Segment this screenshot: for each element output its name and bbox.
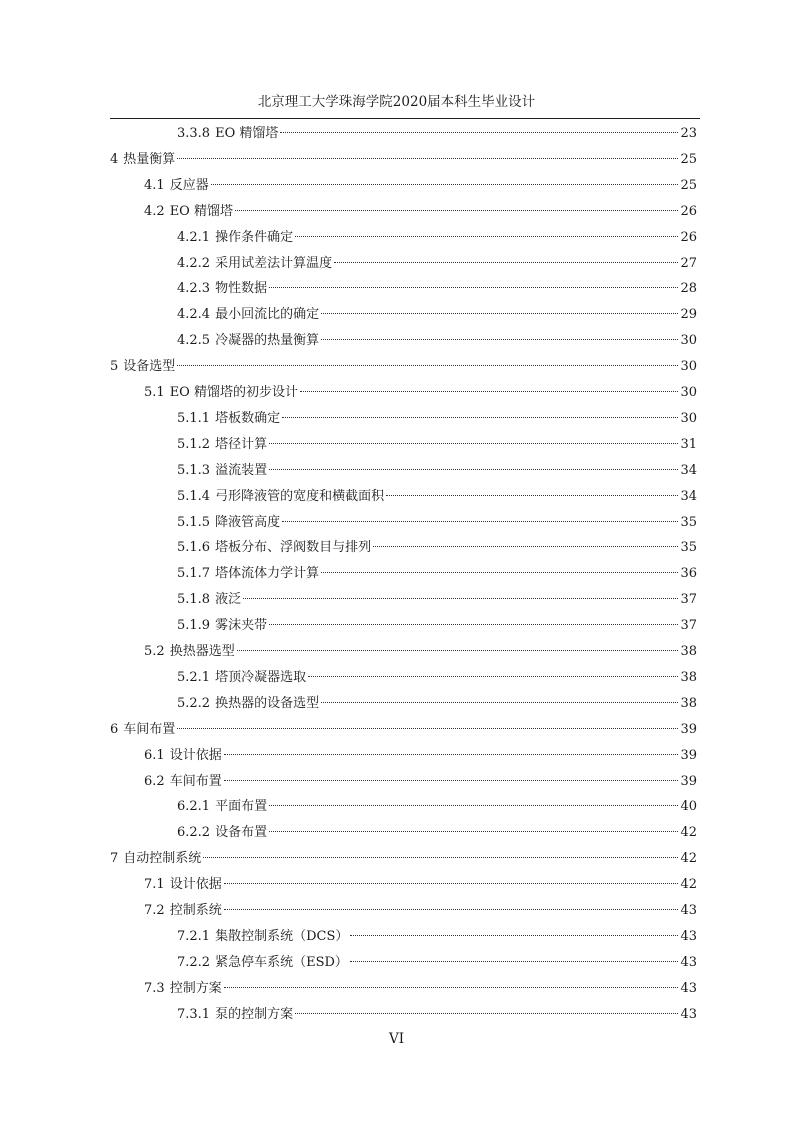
- toc-dot-leader: [282, 416, 678, 418]
- toc-dot-leader: [177, 364, 678, 366]
- toc-entry-page: 43: [680, 903, 697, 918]
- toc-entry[interactable]: [110, 354, 697, 380]
- toc-entry-number: 4.1: [144, 177, 165, 193]
- toc-entry-number: 7.3: [144, 980, 165, 996]
- toc-entry[interactable]: [177, 484, 697, 510]
- toc-entry-page: 43: [680, 980, 697, 996]
- toc-entry-label: [144, 769, 222, 795]
- toc-entry[interactable]: [144, 898, 697, 924]
- toc-entry-title: 设备布置: [215, 825, 268, 841]
- toc-entry[interactable]: [177, 535, 697, 561]
- toc-entry-title: 换热器选型: [169, 644, 235, 659]
- toc-entry-page: 43: [680, 1006, 697, 1022]
- toc-entry-title: 平面布置: [215, 799, 268, 815]
- toc-entry-page: 25: [680, 177, 697, 193]
- toc-entry[interactable]: [177, 794, 697, 820]
- toc-dot-leader: [224, 753, 679, 755]
- toc-entry-number: 7: [110, 851, 119, 867]
- toc-entry[interactable]: [144, 380, 697, 406]
- toc-entry-page: 31: [680, 436, 697, 452]
- toc-dot-leader: [386, 494, 678, 496]
- toc-entry-number: 5.1.3: [177, 462, 211, 478]
- toc-dot-leader: [203, 856, 678, 858]
- toc-entry-label: [177, 561, 319, 587]
- toc-entry-page: 38: [680, 695, 697, 711]
- toc-entry-label: [177, 950, 348, 976]
- toc-entry-title: 紧急停车系统（ESD）: [215, 954, 348, 970]
- toc-entry-title: 车间布置: [123, 721, 176, 737]
- toc-entry-title: EO 精馏塔: [169, 203, 233, 219]
- toc-dot-leader: [237, 649, 679, 651]
- toc-entry-page: 40: [680, 799, 697, 815]
- toc-entry-title: 控制方案: [169, 980, 222, 996]
- toc-entry-label: [144, 639, 235, 665]
- toc-entry[interactable]: [177, 276, 697, 302]
- toc-entry-label: [177, 587, 241, 613]
- toc-entry-number: 5.1.9: [177, 618, 211, 634]
- toc-entry-number: 5.1.5: [177, 514, 211, 530]
- toc-entry-title: 溢流装置: [215, 462, 268, 478]
- toc-entry-label: [177, 820, 267, 846]
- toc-entry-label: [110, 846, 201, 872]
- toc-entry[interactable]: [110, 846, 697, 872]
- toc-dot-leader: [211, 183, 679, 185]
- toc-entry-label: [144, 199, 233, 225]
- toc-dot-leader: [350, 934, 678, 936]
- toc-entry-number: 5.2: [144, 644, 165, 659]
- toc-dot-leader: [295, 235, 678, 237]
- toc-entry[interactable]: [177, 665, 697, 691]
- toc-entry-number: 4: [110, 151, 119, 167]
- toc-dot-leader: [243, 597, 678, 599]
- toc-entry[interactable]: [177, 950, 697, 976]
- toc-entry[interactable]: [177, 587, 697, 613]
- toc-dot-leader: [269, 830, 678, 832]
- toc-dot-leader: [373, 545, 678, 547]
- toc-dot-leader: [269, 286, 678, 288]
- toc-entry-page: 42: [680, 851, 697, 867]
- toc-entry-title: 塔板分布、浮阀数目与排列: [215, 540, 372, 556]
- toc-entry-title: 最小回流比的确定: [215, 307, 320, 323]
- toc-entry-number: 5: [110, 359, 119, 375]
- toc-entry-label: [144, 743, 222, 769]
- toc-entry-title: 塔顶冷凝器选取: [215, 669, 307, 685]
- toc-entry-label: [177, 924, 348, 950]
- toc-entry-label: [177, 1002, 293, 1028]
- toc-dot-leader: [321, 312, 678, 314]
- toc-entry[interactable]: [177, 613, 697, 639]
- toc-entry-number: 5.1.6: [177, 540, 211, 556]
- toc-dot-leader: [308, 675, 678, 677]
- toc-entry[interactable]: [177, 302, 697, 328]
- toc-entry-label: [144, 173, 209, 199]
- toc-entry-title: 塔板数确定: [215, 410, 281, 426]
- toc-entry-title: 采用试差法计算温度: [215, 255, 333, 271]
- toc-dot-leader: [334, 261, 678, 263]
- toc-entry-label: [177, 613, 267, 639]
- toc-entry-page: 36: [680, 566, 697, 582]
- toc-entry-title: 自动控制系统: [123, 851, 202, 867]
- toc-entry-label: [177, 665, 306, 691]
- toc-entry-title: EO 精馏塔: [215, 126, 279, 141]
- toc-entry[interactable]: [144, 199, 697, 225]
- toc-entry[interactable]: [144, 639, 697, 665]
- toc-entry-page: 39: [680, 747, 697, 763]
- toc-entry-page: 23: [680, 126, 697, 141]
- toc-entry-title: 热量衡算: [123, 151, 176, 167]
- header-rule: [110, 118, 700, 119]
- toc-entry[interactable]: [177, 561, 697, 587]
- toc-entry-page: 27: [680, 255, 697, 271]
- toc-entry-label: [177, 535, 371, 561]
- toc-entry-number: 6.2.1: [177, 799, 211, 815]
- toc-entry-title: 塔径计算: [215, 436, 268, 452]
- toc-entry-number: 6.2: [144, 773, 165, 789]
- toc-entry-page: 42: [680, 877, 697, 893]
- toc-entry[interactable]: [177, 251, 697, 277]
- toc-entry-number: 6: [110, 721, 119, 737]
- toc-entry-page: 34: [680, 462, 697, 478]
- toc-entry-label: [110, 717, 175, 743]
- toc-entry-title: 弓形降液管的宽度和横截面积: [215, 488, 385, 504]
- toc-entry-label: [144, 380, 298, 406]
- toc-dot-leader: [235, 209, 678, 211]
- toc-entry[interactable]: [144, 173, 697, 199]
- toc-entry-title: 设计依据: [169, 877, 222, 893]
- toc-entry-page: 39: [680, 773, 697, 789]
- toc-entry-number: 7.3.1: [177, 1006, 211, 1022]
- toc-entry-label: [177, 225, 293, 251]
- toc-entry-label: [177, 794, 267, 820]
- toc-entry-page: 26: [680, 203, 697, 219]
- toc-entry-number: 7.2.1: [177, 928, 211, 944]
- toc-dot-leader: [321, 571, 678, 573]
- toc-entry-number: 6.2.2: [177, 825, 211, 841]
- toc-entry-label: [177, 276, 267, 302]
- toc-dot-leader: [282, 520, 678, 522]
- toc-entry-number: 7.2.2: [177, 954, 211, 970]
- toc-entry-page: 30: [680, 410, 697, 426]
- toc-entry-number: 4.2.5: [177, 333, 211, 349]
- toc-entry-title: 车间布置: [169, 773, 222, 789]
- toc-entry[interactable]: [177, 924, 697, 950]
- toc-entry[interactable]: [177, 328, 697, 354]
- toc-entry-page: 30: [680, 359, 697, 375]
- toc-entry[interactable]: [177, 121, 697, 147]
- toc-entry-label: [177, 406, 280, 432]
- toc-dot-leader: [224, 908, 679, 910]
- toc-entry-page: 25: [680, 151, 697, 167]
- toc-dot-leader: [224, 779, 679, 781]
- toc-entry[interactable]: [144, 769, 697, 795]
- toc-entry-title: 设计依据: [169, 747, 222, 763]
- toc-entry-number: 5.1.8: [177, 592, 211, 608]
- toc-entry-number: 4.2.3: [177, 281, 211, 297]
- toc-entry[interactable]: [177, 432, 697, 458]
- toc-dot-leader: [177, 157, 678, 159]
- toc-entry-label: [177, 302, 319, 328]
- toc-dot-leader: [177, 727, 678, 729]
- toc-entry-page: 30: [680, 333, 697, 349]
- toc-entry-page: 39: [680, 721, 697, 737]
- toc-entry-title: 雾沫夹带: [215, 618, 268, 634]
- toc-entry-title: 塔体流体力学计算: [215, 566, 320, 582]
- toc-entry-title: 反应器: [169, 177, 209, 193]
- page-header: 北京理工大学珠海学院2020届本科生毕业设计: [257, 94, 536, 110]
- toc-dot-leader: [321, 701, 678, 703]
- toc-entry-number: 5.2.1: [177, 669, 211, 685]
- page-number: VI: [388, 1031, 405, 1047]
- toc-entry[interactable]: [177, 406, 697, 432]
- toc-entry-title: 冷凝器的热量衡算: [215, 333, 320, 349]
- toc-dot-leader: [224, 986, 679, 988]
- toc-entry[interactable]: [144, 872, 697, 898]
- toc-entry-label: [177, 251, 332, 277]
- toc-entry-page: 37: [680, 592, 697, 608]
- toc-entry-number: 4.2.4: [177, 307, 211, 323]
- toc-entry-title: 设备选型: [123, 359, 176, 375]
- toc-entry[interactable]: [177, 510, 697, 536]
- toc-entry-page: 35: [680, 540, 697, 556]
- toc-entry-number: 5.1.1: [177, 410, 211, 426]
- toc-entry-label: [144, 898, 222, 924]
- toc-entry-title: 泵的控制方案: [215, 1006, 294, 1022]
- toc-dot-leader: [280, 131, 678, 133]
- toc-dot-leader: [269, 442, 678, 444]
- toc-entry-page: 28: [680, 281, 697, 297]
- toc-dot-leader: [224, 882, 679, 884]
- toc-entry-number: 4.2: [144, 203, 165, 219]
- toc-entry-page: 42: [680, 825, 697, 841]
- toc-entry-label: [177, 432, 267, 458]
- toc-entry-title: 操作条件确定: [215, 229, 294, 245]
- toc-entry-number: 5.1: [144, 385, 165, 400]
- toc-entry[interactable]: [144, 743, 697, 769]
- toc-entry-title: 液泛: [215, 592, 242, 608]
- toc-entry-title: EO 精馏塔的初步设计: [169, 385, 298, 400]
- toc-entry-label: [144, 976, 222, 1002]
- toc-dot-leader: [300, 390, 678, 392]
- toc-entry-label: [177, 328, 319, 354]
- toc-entry[interactable]: [177, 1002, 697, 1028]
- toc-entry-label: [110, 147, 175, 173]
- toc-entry-number: 7.2: [144, 903, 165, 918]
- toc-entry-title: 物性数据: [215, 281, 268, 297]
- toc-entry[interactable]: [144, 976, 697, 1002]
- toc-entry-page: 43: [680, 928, 697, 944]
- toc-entry-label: [177, 691, 319, 717]
- toc-entry-page: 38: [680, 669, 697, 685]
- toc-entry-title: 集散控制系统（DCS）: [215, 928, 349, 944]
- toc-dot-leader: [269, 468, 678, 470]
- toc-entry-page: 35: [680, 514, 697, 530]
- toc-entry-label: [177, 484, 384, 510]
- toc-entry-number: 6.1: [144, 747, 165, 763]
- toc-dot-leader: [269, 804, 678, 806]
- toc-entry-title: 降液管高度: [215, 514, 281, 530]
- toc-entry-title: 控制系统: [169, 903, 222, 918]
- toc-entry-page: 30: [680, 385, 697, 400]
- toc-entry-label: [177, 458, 267, 484]
- toc-dot-leader: [350, 960, 679, 962]
- toc-entry-number: 3.3.8: [177, 126, 211, 141]
- toc-entry[interactable]: [177, 820, 697, 846]
- toc-entry-label: [177, 510, 280, 536]
- toc-entry-number: 5.1.2: [177, 436, 211, 452]
- toc-entry-page: 43: [680, 954, 697, 970]
- toc-entry-number: 7.1: [144, 877, 165, 893]
- toc-entry-number: 4.2.1: [177, 229, 211, 245]
- toc-entry-number: 4.2.2: [177, 255, 211, 271]
- toc-entry-number: 5.1.4: [177, 488, 211, 504]
- toc-entry[interactable]: [110, 717, 697, 743]
- toc-entry-page: 26: [680, 229, 697, 245]
- toc-entry[interactable]: [177, 225, 697, 251]
- toc-dot-leader: [269, 623, 678, 625]
- toc-entry[interactable]: [110, 147, 697, 173]
- toc-entry[interactable]: [177, 458, 697, 484]
- toc-dot-leader: [295, 1012, 678, 1014]
- toc-dot-leader: [321, 338, 678, 340]
- toc-entry-label: [144, 872, 222, 898]
- toc-entry-page: 34: [680, 488, 697, 504]
- toc-entry-number: 5.1.7: [177, 566, 211, 582]
- toc-entry-number: 5.2.2: [177, 695, 211, 711]
- toc-entry-label: [177, 121, 278, 147]
- toc-entry-page: 38: [680, 644, 697, 659]
- toc-entry-page: 29: [680, 307, 697, 323]
- toc-entry-label: [110, 354, 175, 380]
- toc-entry-title: 换热器的设备选型: [215, 695, 320, 711]
- toc-entry-page: 37: [680, 618, 697, 634]
- toc-entry[interactable]: [177, 691, 697, 717]
